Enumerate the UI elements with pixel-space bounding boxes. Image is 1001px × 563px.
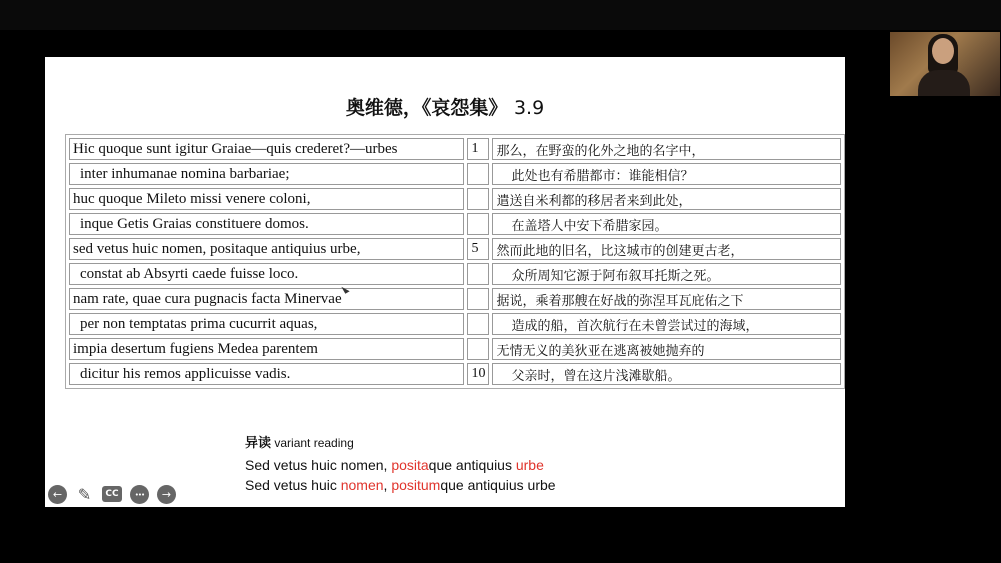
- latin-line: inque Getis Graias constituere domos.: [69, 213, 464, 235]
- variant-highlight: urbe: [515, 457, 544, 473]
- line-number: [467, 263, 489, 285]
- chinese-translation-line: 遣送自米利都的移居者来到此处，: [492, 188, 841, 210]
- variant-text: ,: [383, 477, 392, 493]
- variant-label-en: variant reading: [274, 436, 354, 450]
- chinese-translation-line: 父亲时，曾在这片浅滩歇船。: [492, 363, 841, 385]
- latin-line: sed vetus huic nomen, positaque antiquius urbe,: [69, 238, 464, 260]
- variant-text: que antiquius: [428, 457, 516, 473]
- cc-icon: CC: [105, 489, 119, 499]
- latin-line: Hic quoque sunt igitur Graiae—quis crederet?—urbes: [69, 138, 464, 160]
- line-number: 5: [467, 238, 489, 260]
- latin-line: dicitur his remos applicuisse vadis.: [69, 363, 464, 385]
- variant-text: Sed vetus huic: [245, 477, 341, 493]
- latin-line: per non temptatas prima cucurrit aquas,: [69, 313, 464, 335]
- poem-row: [69, 263, 841, 285]
- variant-highlight: positum: [391, 477, 441, 493]
- variant-reading-header: [245, 432, 556, 451]
- video-person-body: [918, 70, 970, 96]
- poem-row: [69, 163, 841, 185]
- poem-row: [69, 288, 841, 310]
- chinese-translation-line: 据说，乘着那艘在好战的弥涅耳瓦庇佑之下: [492, 288, 841, 310]
- variant-highlight: nomen: [340, 477, 384, 493]
- poem-row: [69, 188, 841, 210]
- captions-button[interactable]: [102, 486, 122, 502]
- chinese-translation-line: 造成的船，首次航行在未曾尝试过的海域，: [492, 313, 841, 335]
- variant-text: Sed vetus huic nomen,: [245, 457, 392, 473]
- line-number: [467, 288, 489, 310]
- chinese-translation-line: 众所周知它源于阿布叙耳托斯之死。: [492, 263, 841, 285]
- chinese-translation-line: 无情无义的美狄亚在逃离被她抛弃的: [492, 338, 841, 360]
- presentation-slide: [45, 57, 845, 507]
- ellipsis-icon: •••: [134, 490, 145, 499]
- line-number: [467, 338, 489, 360]
- pen-icon: ✎: [77, 485, 92, 504]
- poem-row: [69, 313, 841, 335]
- poem-table: [65, 134, 845, 389]
- poem-row: [69, 338, 841, 360]
- top-bar: [0, 0, 1001, 30]
- poem-row: [69, 138, 841, 160]
- slide-toolbar: [48, 485, 176, 504]
- poem-row: [69, 213, 841, 235]
- pen-tool-button[interactable]: [75, 485, 94, 504]
- line-number: [467, 163, 489, 185]
- variant-text: que antiquius urbe: [440, 477, 556, 493]
- poem-row: [69, 238, 841, 260]
- variant-reading-block: [245, 432, 556, 495]
- back-arrow-icon: ←: [52, 488, 63, 501]
- latin-line: huc quoque Mileto missi venere coloni,: [69, 188, 464, 210]
- forward-arrow-icon: →: [161, 488, 172, 501]
- poem-row: [69, 363, 841, 385]
- line-number: [467, 188, 489, 210]
- next-slide-button[interactable]: [157, 485, 176, 504]
- line-number: 1: [467, 138, 489, 160]
- chinese-translation-line: 那么，在野蛮的化外之地的名字中，: [492, 138, 841, 160]
- variant-line-2: [245, 475, 556, 495]
- latin-line: nam rate, quae cura pugnacis facta Minervae: [69, 288, 464, 310]
- line-number: [467, 213, 489, 235]
- chinese-translation-line: 此处也有希腊都市：谁能相信？: [492, 163, 841, 185]
- more-options-button[interactable]: [130, 485, 149, 504]
- participant-video-thumbnail[interactable]: [890, 32, 1000, 96]
- latin-line: constat ab Absyrti caede fuisse loco.: [69, 263, 464, 285]
- latin-line: impia desertum fugiens Medea parentem: [69, 338, 464, 360]
- chinese-translation-line: 在盖塔人中安下希腊家园。: [492, 213, 841, 235]
- slide-title: [45, 93, 845, 120]
- line-number: 10: [467, 363, 489, 385]
- latin-line: inter inhumanae nomina barbariae;: [69, 163, 464, 185]
- slide-title-number: 3.9: [513, 97, 545, 119]
- variant-line-1: [245, 455, 556, 475]
- variant-label-cn: 异读: [245, 435, 272, 450]
- chinese-translation-line: 然而此地的旧名，比这城市的创建更古老，: [492, 238, 841, 260]
- video-person-face: [932, 38, 954, 64]
- previous-slide-button[interactable]: [48, 485, 67, 504]
- variant-highlight: posita: [391, 457, 429, 473]
- line-number: [467, 313, 489, 335]
- slide-title-main: 奥维德，《哀怨集》: [345, 97, 508, 119]
